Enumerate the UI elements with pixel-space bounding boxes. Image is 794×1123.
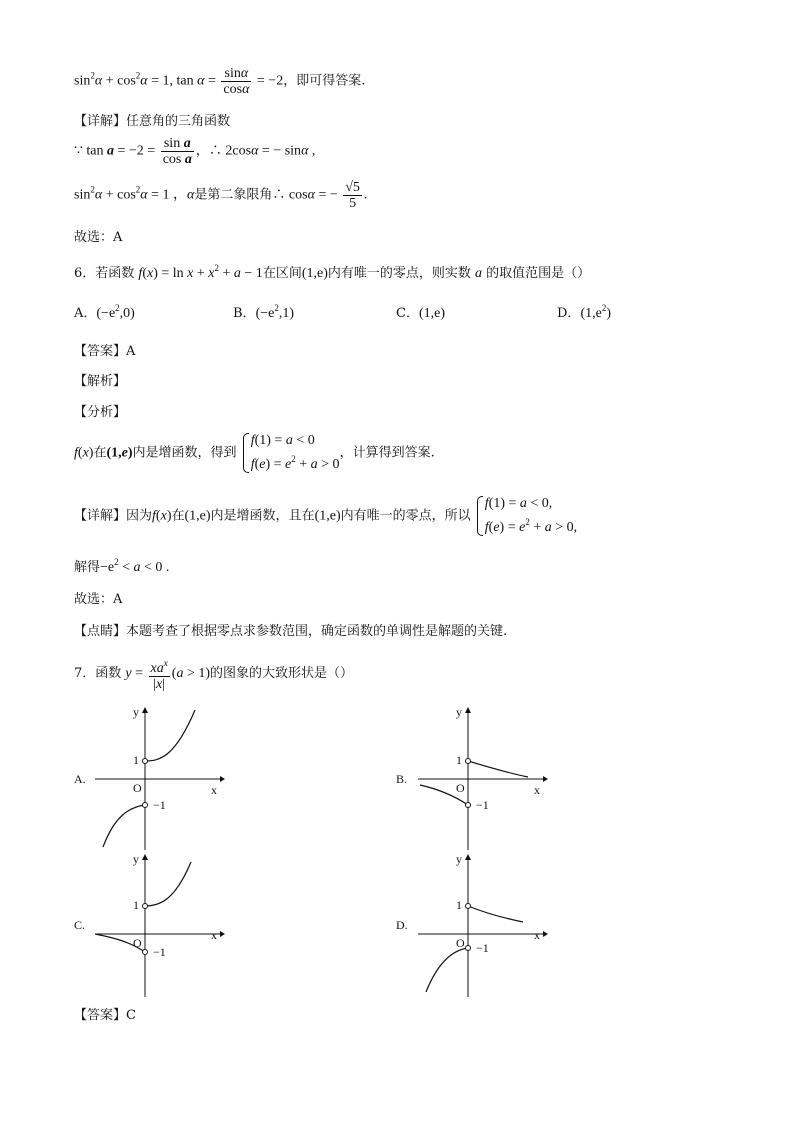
q6-analysis-label: 【解析】	[74, 374, 127, 389]
detail-line	[74, 110, 230, 129]
q6-fenxi-label: 【分析】	[74, 405, 127, 420]
detail-text: 任意角的三角函数	[126, 114, 231, 129]
q6-option-d: D．$(1,e^2)$	[557, 303, 611, 321]
q6-final: 故选：A	[74, 592, 123, 607]
q6-option-c: C．(1,e)	[396, 306, 445, 321]
detail-label: 【详解】	[74, 114, 127, 129]
q7-stem: 7．函数 y = $\frac{xa^x}{|x|}$ (a > 1)的图象的大致形状是（）	[74, 658, 354, 692]
graph-a: y x O 1 −1	[95, 705, 225, 850]
q6-option-b: B．$(-e^2,1)$	[233, 303, 295, 321]
graph-d-letter: D.	[396, 918, 408, 932]
graph-b-letter: B.	[396, 772, 408, 786]
q7-answer: 【答案】C	[74, 1008, 136, 1023]
q6-stem-suffix: 内有唯一的零点，则实数	[327, 266, 471, 281]
graph-b: y x O 1 −1	[418, 705, 548, 850]
graph-c: y x O 1 −1	[95, 852, 225, 997]
graph-a-letter: A.	[74, 772, 86, 786]
q6-stem-end: 的取值范围是（）	[486, 266, 591, 281]
q6-answer-label: 【答案】	[74, 344, 127, 359]
tan-line: ∵ tan a = −2 = $\frac{\text{sin a}}{\text{cos a}}$ ，∴ 2cosα = − sinα ,	[74, 136, 316, 167]
q5-answer: 故选：A	[74, 230, 123, 245]
q6-fenxi-line: f(x)在(1,e)内是增函数，得到 f(1) = a < 0 $f(e) = e^2 + a > 0$ ，计算得到答案.	[74, 433, 435, 472]
q6-stem-prefix: 6．若函数	[74, 266, 135, 281]
graph-c-letter: C.	[74, 918, 86, 932]
q6-solve: 解得$-e^2 < a < 0$ .	[74, 557, 170, 575]
quadrant-text: 是第二象限角∴	[194, 187, 286, 203]
identity-line: $\sin^2\alpha + \cos^2\alpha = 1$, tan α = $\frac{\sin\alpha}{\cos\alpha}$ = −2，即可得答案.	[74, 66, 366, 97]
q6-comment: 【点睛】本题考查了根据零点求参数范围，确定函数的单调性是解题的关键.	[74, 624, 508, 639]
q6-answer	[74, 340, 135, 359]
tan-line-sep: ，∴	[195, 143, 222, 159]
quadrant-line: $\sin^2\alpha + \cos^2\alpha = 1$ ，α是第二象限角∴ cosα = − $\frac{√5}{5}$ .	[74, 180, 368, 211]
graph-d: y x O 1 −1	[418, 852, 548, 997]
q6-stem-mid: 在区间	[262, 266, 302, 281]
line1-tail: ，即可得答案.	[283, 73, 366, 89]
q6-option-a: A．$(-e^2,0)$	[74, 303, 135, 321]
q6-detail-line: 【详解】因为f(x)在(1,e)内是增函数，且在(1,e)内有唯一的零点，所以 f(1) = a < 0, $f(e) = e^2 + a > 0$,	[74, 496, 578, 535]
q6-answer-value: A	[126, 344, 136, 359]
q6-stem: 6．若函数 $f(x) = \ln x + x^2 + a - 1$在区间(1,e)内有唯一的零点，则实数 a 的取值范围是（）	[74, 263, 591, 281]
